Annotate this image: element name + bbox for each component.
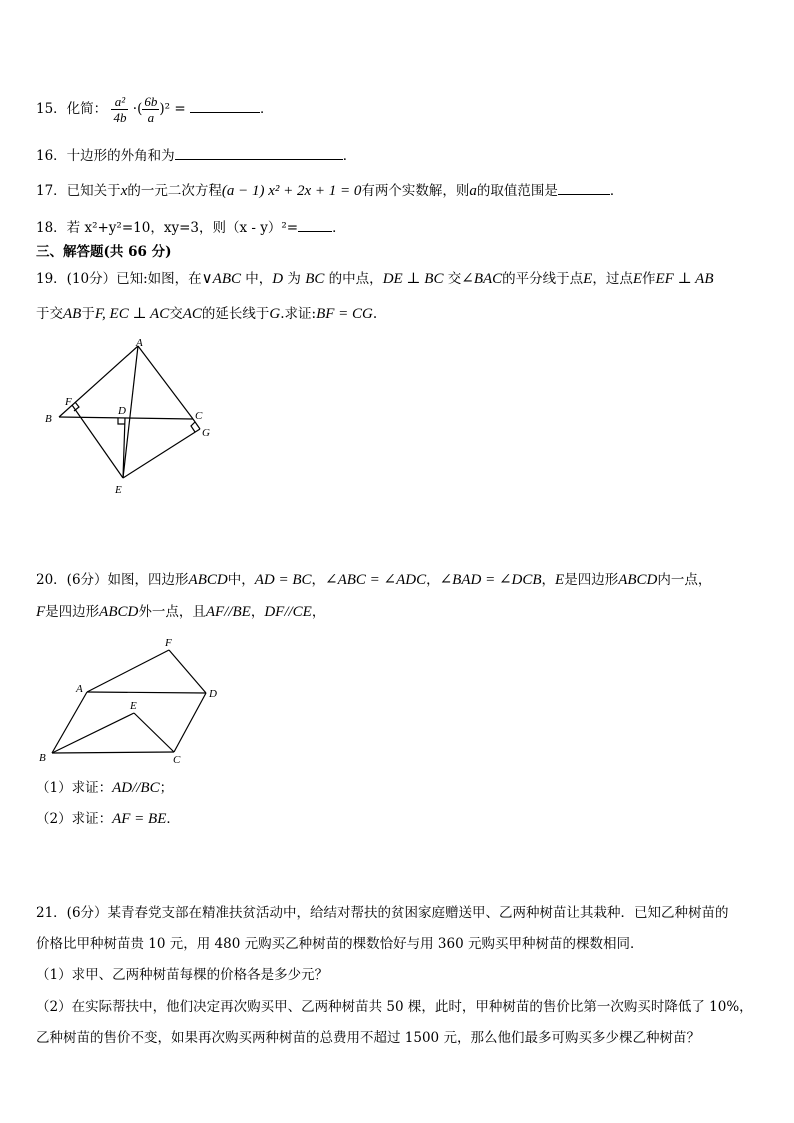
q17-var-x: x <box>120 183 128 199</box>
question-21-sub-1: （1）求甲、乙两种树苗每棵的价格各是多少元？ <box>36 967 329 983</box>
label-D: D <box>118 405 126 417</box>
question-15: 15．化简： $\frac{\text{a²}}{4b}$ ·( $\frac{6b}{a}$ )² = ． <box>36 94 274 125</box>
question-21-sub-2-line-1: （2）在实际帮扶中，他们决定再次购买甲、乙两种树苗共 50 棵，此时，甲种树苗的售价比第一次购买时降低了 10%， <box>36 999 753 1015</box>
label-E: E <box>115 484 122 496</box>
q19-figure <box>40 335 230 500</box>
question-20-line-1: 20．(6分）如图，四边形ABCD中，AD = BC，∠ABC = ∠ADC，∠BAD = ∠DCB，E是四边形ABCD内一点， <box>36 572 712 588</box>
q15-answer-blank[interactable] <box>190 98 260 113</box>
question-21-line-1: 21．(6分）某青春党支部在精准扶贫活动中，给结对帮扶的贫困家庭赠送甲、乙两种树苗让其栽种．已知乙种树苗的 <box>36 905 729 921</box>
question-16: 16．十边形的外角和为 ． <box>36 145 356 166</box>
question-20-line-2: F是四边形ABCD外一点，且AF//BE，DF//CE， <box>36 604 326 620</box>
q15-paren-close: )² <box>159 101 171 117</box>
segment-BE <box>52 713 134 753</box>
segment-GE <box>123 429 200 478</box>
segment-BC <box>52 752 174 753</box>
q15-equals: = <box>170 101 186 117</box>
question-20-sub-1: （1）求证：AD//BC； <box>36 780 174 796</box>
question-19-line-2: 于交AB于F, EC ⊥ AC交AC的延长线于G.求证:BF = CG. <box>36 306 378 322</box>
question-21-sub-2-line-2: 乙种树苗的售价不变，如果再次购买两种树苗的总费用不超过 1500 元，那么他们最多可购买多少棵乙种树苗？ <box>36 1030 700 1046</box>
label-D: D <box>209 688 217 700</box>
q17-var-a: a <box>469 183 477 199</box>
segment-AD <box>87 692 206 693</box>
q15-paren-open: ( <box>137 101 143 117</box>
segment-AC <box>138 346 193 419</box>
question-21-line-2: 价格比甲种树苗贵 10 元，用 480 元购买乙种树苗的棵数恰好与用 360 元购买甲种树苗的棵数相同． <box>36 936 644 952</box>
label-G: G <box>202 427 210 439</box>
section-3-heading: 三、解答题(共 66 分) <box>36 244 172 260</box>
segment-EC <box>134 713 174 752</box>
right-angle-D <box>118 418 125 424</box>
q15-fraction-2: $\frac{6b}{a}$ <box>144 94 158 125</box>
label-C: C <box>195 410 203 422</box>
segment-BC <box>59 417 193 419</box>
label-A: A <box>76 683 83 695</box>
label-A: A <box>136 337 143 349</box>
segment-AF <box>87 650 169 692</box>
question-17: 17．已知关于x的一元二次方程(a − 1) x² + 2x + 1 = 0有两个实数解，则a的取值范围是 ． <box>36 180 623 201</box>
q18-text: 18．若 x²+y²=10，xy=3，则（x - y）²= <box>36 220 299 236</box>
label-F: F <box>165 637 172 649</box>
label-B: B <box>39 752 46 764</box>
question-19-line-1: 19．(10分）已知:如图，在∨ABC 中，D 为 BC 的中点，DE ⊥ BC 交∠BAC的平分线于点E，过点E作EF ⊥ AB <box>36 271 714 287</box>
right-angle-G <box>191 422 195 432</box>
q15-prefix: 15．化简： <box>36 101 108 117</box>
q20-figure <box>36 635 236 765</box>
q17-equation: (a − 1) x² + 2x + 1 = 0 <box>221 183 362 199</box>
label-C: C <box>173 754 181 765</box>
q17-answer-blank[interactable] <box>558 180 610 195</box>
segment-FD <box>169 650 206 693</box>
q15-fraction-1: $\frac{\text{a²}}{4b}$ <box>113 94 127 125</box>
segment-FE <box>72 405 123 478</box>
question-20-sub-2: （2）求证：AF = BE． <box>36 811 180 827</box>
q18-answer-blank[interactable] <box>298 217 332 232</box>
q16-answer-blank[interactable] <box>175 145 343 160</box>
question-18: 18．若 x²+y²=10，xy=3，则（x - y）²= ． <box>36 217 346 238</box>
label-F: F <box>65 396 72 408</box>
label-E: E <box>130 700 137 712</box>
segment-CD <box>174 693 206 752</box>
q16-text: 16．十边形的外角和为 <box>36 148 175 164</box>
label-B: B <box>45 413 52 425</box>
q15-dot: · <box>132 101 138 117</box>
